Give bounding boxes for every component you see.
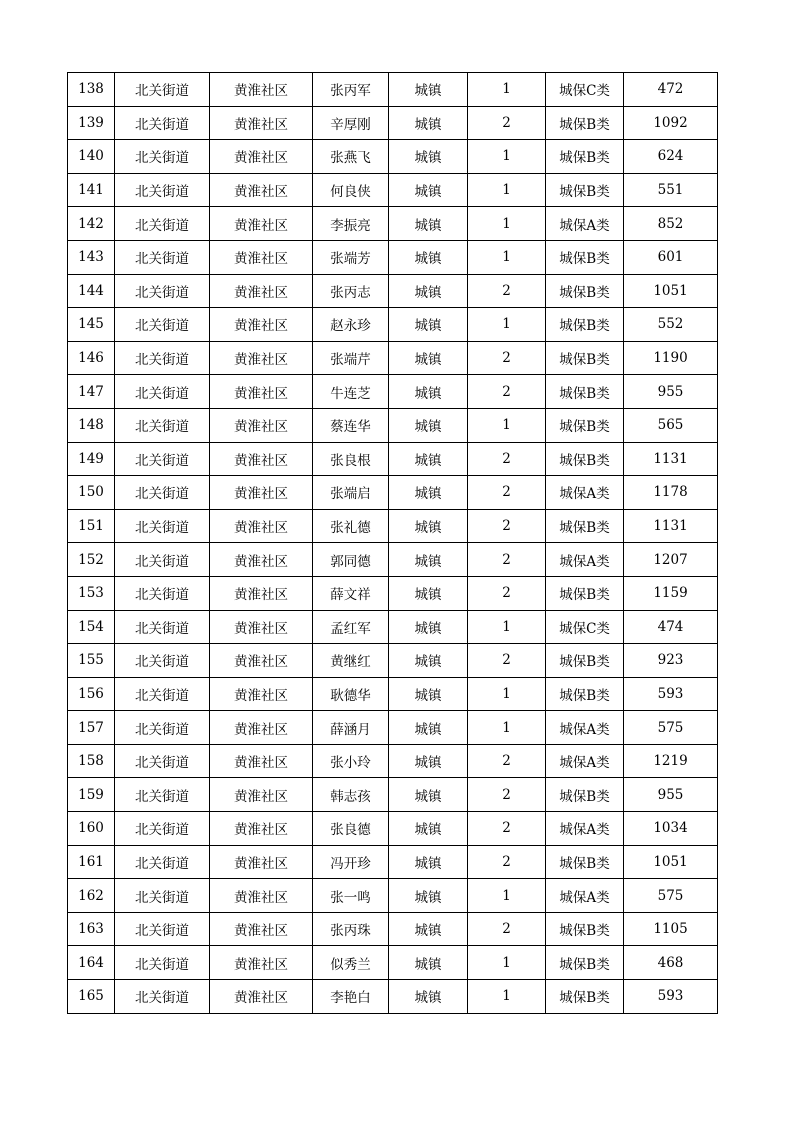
table-row	[68, 711, 718, 745]
household-type-cell: 城镇	[389, 610, 468, 644]
name-cell: 张良德	[313, 812, 389, 846]
category-cell: 城保B类	[546, 341, 624, 375]
people-count-cell: 1	[468, 308, 546, 342]
category-cell: 城保B类	[546, 106, 624, 140]
table-body	[68, 73, 718, 1014]
community-cell: 黄淮社区	[210, 73, 313, 107]
people-count-cell: 1	[468, 711, 546, 745]
people-count-cell: 1	[468, 677, 546, 711]
table-row	[68, 240, 718, 274]
row-number-cell: 141	[68, 173, 115, 207]
people-count-cell: 2	[468, 845, 546, 879]
category-cell: 城保B类	[546, 173, 624, 207]
amount-cell: 923	[624, 644, 718, 678]
row-number-cell: 139	[68, 106, 115, 140]
amount-cell: 624	[624, 140, 718, 174]
people-count-cell: 2	[468, 576, 546, 610]
row-number-cell: 164	[68, 946, 115, 980]
amount-cell: 955	[624, 375, 718, 409]
household-type-cell: 城镇	[389, 442, 468, 476]
people-count-cell: 1	[468, 610, 546, 644]
amount-cell: 1207	[624, 543, 718, 577]
street-cell: 北关街道	[115, 173, 210, 207]
name-cell: 赵永珍	[313, 308, 389, 342]
amount-cell: 474	[624, 610, 718, 644]
people-count-cell: 2	[468, 274, 546, 308]
name-cell: 张小玲	[313, 744, 389, 778]
table-row	[68, 207, 718, 241]
community-cell: 黄淮社区	[210, 644, 313, 678]
street-cell: 北关街道	[115, 778, 210, 812]
household-type-cell: 城镇	[389, 73, 468, 107]
category-cell: 城保B类	[546, 442, 624, 476]
people-count-cell: 2	[468, 442, 546, 476]
street-cell: 北关街道	[115, 73, 210, 107]
street-cell: 北关街道	[115, 442, 210, 476]
row-number-cell: 165	[68, 980, 115, 1014]
row-number-cell: 162	[68, 879, 115, 913]
name-cell: 张端启	[313, 476, 389, 510]
name-cell: 李振亮	[313, 207, 389, 241]
household-type-cell: 城镇	[389, 408, 468, 442]
community-cell: 黄淮社区	[210, 912, 313, 946]
amount-cell: 575	[624, 711, 718, 745]
name-cell: 何良侠	[313, 173, 389, 207]
amount-cell: 1178	[624, 476, 718, 510]
name-cell: 张礼德	[313, 509, 389, 543]
amount-cell: 1131	[624, 509, 718, 543]
name-cell: 张一鸣	[313, 879, 389, 913]
name-cell: 耿德华	[313, 677, 389, 711]
community-cell: 黄淮社区	[210, 140, 313, 174]
household-type-cell: 城镇	[389, 308, 468, 342]
row-number-cell: 147	[68, 375, 115, 409]
row-number-cell: 143	[68, 240, 115, 274]
amount-cell: 955	[624, 778, 718, 812]
amount-cell: 1051	[624, 274, 718, 308]
category-cell: 城保B类	[546, 912, 624, 946]
people-count-cell: 2	[468, 341, 546, 375]
table-row	[68, 845, 718, 879]
amount-cell: 552	[624, 308, 718, 342]
community-cell: 黄淮社区	[210, 476, 313, 510]
people-count-cell: 2	[468, 476, 546, 510]
community-cell: 黄淮社区	[210, 408, 313, 442]
name-cell: 李艳白	[313, 980, 389, 1014]
amount-cell: 565	[624, 408, 718, 442]
table-row	[68, 980, 718, 1014]
street-cell: 北关街道	[115, 140, 210, 174]
row-number-cell: 158	[68, 744, 115, 778]
street-cell: 北关街道	[115, 509, 210, 543]
household-type-cell: 城镇	[389, 476, 468, 510]
category-cell: 城保B类	[546, 509, 624, 543]
name-cell: 孟红军	[313, 610, 389, 644]
street-cell: 北关街道	[115, 845, 210, 879]
row-number-cell: 145	[68, 308, 115, 342]
people-count-cell: 2	[468, 509, 546, 543]
street-cell: 北关街道	[115, 106, 210, 140]
category-cell: 城保B类	[546, 274, 624, 308]
row-number-cell: 154	[68, 610, 115, 644]
name-cell: 张丙志	[313, 274, 389, 308]
name-cell: 薛文祥	[313, 576, 389, 610]
people-count-cell: 1	[468, 946, 546, 980]
name-cell: 张端芳	[313, 240, 389, 274]
subsidy-roster-table	[67, 72, 718, 1014]
community-cell: 黄淮社区	[210, 173, 313, 207]
name-cell: 张端芹	[313, 341, 389, 375]
people-count-cell: 2	[468, 644, 546, 678]
amount-cell: 1131	[624, 442, 718, 476]
household-type-cell: 城镇	[389, 240, 468, 274]
street-cell: 北关街道	[115, 946, 210, 980]
category-cell: 城保B类	[546, 240, 624, 274]
name-cell: 辛厚刚	[313, 106, 389, 140]
household-type-cell: 城镇	[389, 644, 468, 678]
community-cell: 黄淮社区	[210, 240, 313, 274]
table-row	[68, 408, 718, 442]
household-type-cell: 城镇	[389, 778, 468, 812]
household-type-cell: 城镇	[389, 106, 468, 140]
table-row	[68, 946, 718, 980]
people-count-cell: 1	[468, 173, 546, 207]
people-count-cell: 1	[468, 140, 546, 174]
street-cell: 北关街道	[115, 912, 210, 946]
row-number-cell: 163	[68, 912, 115, 946]
household-type-cell: 城镇	[389, 341, 468, 375]
street-cell: 北关街道	[115, 980, 210, 1014]
community-cell: 黄淮社区	[210, 610, 313, 644]
row-number-cell: 144	[68, 274, 115, 308]
amount-cell: 1092	[624, 106, 718, 140]
name-cell: 张丙军	[313, 73, 389, 107]
household-type-cell: 城镇	[389, 677, 468, 711]
street-cell: 北关街道	[115, 408, 210, 442]
name-cell: 牛连芝	[313, 375, 389, 409]
category-cell: 城保B类	[546, 677, 624, 711]
street-cell: 北关街道	[115, 576, 210, 610]
household-type-cell: 城镇	[389, 274, 468, 308]
category-cell: 城保B类	[546, 308, 624, 342]
household-type-cell: 城镇	[389, 509, 468, 543]
community-cell: 黄淮社区	[210, 845, 313, 879]
street-cell: 北关街道	[115, 644, 210, 678]
community-cell: 黄淮社区	[210, 711, 313, 745]
community-cell: 黄淮社区	[210, 509, 313, 543]
table-row	[68, 677, 718, 711]
community-cell: 黄淮社区	[210, 980, 313, 1014]
people-count-cell: 1	[468, 207, 546, 241]
name-cell: 张良根	[313, 442, 389, 476]
category-cell: 城保A类	[546, 543, 624, 577]
street-cell: 北关街道	[115, 375, 210, 409]
amount-cell: 575	[624, 879, 718, 913]
amount-cell: 601	[624, 240, 718, 274]
amount-cell: 551	[624, 173, 718, 207]
name-cell: 冯开珍	[313, 845, 389, 879]
name-cell: 薛涵月	[313, 711, 389, 745]
name-cell: 韩志孩	[313, 778, 389, 812]
row-number-cell: 160	[68, 812, 115, 846]
household-type-cell: 城镇	[389, 576, 468, 610]
street-cell: 北关街道	[115, 744, 210, 778]
street-cell: 北关街道	[115, 207, 210, 241]
household-type-cell: 城镇	[389, 173, 468, 207]
amount-cell: 1219	[624, 744, 718, 778]
row-number-cell: 140	[68, 140, 115, 174]
community-cell: 黄淮社区	[210, 677, 313, 711]
table-row	[68, 576, 718, 610]
street-cell: 北关街道	[115, 812, 210, 846]
street-cell: 北关街道	[115, 711, 210, 745]
people-count-cell: 2	[468, 106, 546, 140]
street-cell: 北关街道	[115, 341, 210, 375]
table-row	[68, 812, 718, 846]
community-cell: 黄淮社区	[210, 812, 313, 846]
category-cell: 城保B类	[546, 408, 624, 442]
amount-cell: 472	[624, 73, 718, 107]
row-number-cell: 155	[68, 644, 115, 678]
amount-cell: 1105	[624, 912, 718, 946]
category-cell: 城保B类	[546, 980, 624, 1014]
household-type-cell: 城镇	[389, 946, 468, 980]
table-row	[68, 308, 718, 342]
street-cell: 北关街道	[115, 879, 210, 913]
amount-cell: 468	[624, 946, 718, 980]
household-type-cell: 城镇	[389, 711, 468, 745]
community-cell: 黄淮社区	[210, 946, 313, 980]
amount-cell: 852	[624, 207, 718, 241]
table-row	[68, 274, 718, 308]
table-row	[68, 778, 718, 812]
category-cell: 城保A类	[546, 207, 624, 241]
street-cell: 北关街道	[115, 677, 210, 711]
table-row	[68, 744, 718, 778]
row-number-cell: 149	[68, 442, 115, 476]
people-count-cell: 1	[468, 980, 546, 1014]
category-cell: 城保A类	[546, 744, 624, 778]
people-count-cell: 2	[468, 375, 546, 409]
table-row	[68, 476, 718, 510]
category-cell: 城保C类	[546, 73, 624, 107]
table-row	[68, 442, 718, 476]
street-cell: 北关街道	[115, 274, 210, 308]
street-cell: 北关街道	[115, 543, 210, 577]
name-cell: 似秀兰	[313, 946, 389, 980]
table-row	[68, 173, 718, 207]
table-row	[68, 341, 718, 375]
amount-cell: 1190	[624, 341, 718, 375]
household-type-cell: 城镇	[389, 812, 468, 846]
category-cell: 城保B类	[546, 644, 624, 678]
people-count-cell: 1	[468, 879, 546, 913]
household-type-cell: 城镇	[389, 845, 468, 879]
household-type-cell: 城镇	[389, 140, 468, 174]
people-count-cell: 2	[468, 778, 546, 812]
row-number-cell: 146	[68, 341, 115, 375]
community-cell: 黄淮社区	[210, 879, 313, 913]
category-cell: 城保A类	[546, 476, 624, 510]
table-row	[68, 106, 718, 140]
category-cell: 城保B类	[546, 576, 624, 610]
amount-cell: 593	[624, 677, 718, 711]
community-cell: 黄淮社区	[210, 375, 313, 409]
category-cell: 城保B类	[546, 946, 624, 980]
people-count-cell: 2	[468, 912, 546, 946]
people-count-cell: 1	[468, 240, 546, 274]
household-type-cell: 城镇	[389, 375, 468, 409]
community-cell: 黄淮社区	[210, 442, 313, 476]
household-type-cell: 城镇	[389, 543, 468, 577]
table-row	[68, 543, 718, 577]
row-number-cell: 157	[68, 711, 115, 745]
community-cell: 黄淮社区	[210, 207, 313, 241]
community-cell: 黄淮社区	[210, 341, 313, 375]
household-type-cell: 城镇	[389, 980, 468, 1014]
category-cell: 城保B类	[546, 778, 624, 812]
row-number-cell: 156	[68, 677, 115, 711]
street-cell: 北关街道	[115, 240, 210, 274]
row-number-cell: 152	[68, 543, 115, 577]
amount-cell: 1034	[624, 812, 718, 846]
name-cell: 郭同德	[313, 543, 389, 577]
name-cell: 张丙珠	[313, 912, 389, 946]
row-number-cell: 148	[68, 408, 115, 442]
row-number-cell: 153	[68, 576, 115, 610]
community-cell: 黄淮社区	[210, 576, 313, 610]
people-count-cell: 2	[468, 543, 546, 577]
amount-cell: 593	[624, 980, 718, 1014]
category-cell: 城保B类	[546, 845, 624, 879]
name-cell: 蔡连华	[313, 408, 389, 442]
amount-cell: 1051	[624, 845, 718, 879]
household-type-cell: 城镇	[389, 207, 468, 241]
row-number-cell: 150	[68, 476, 115, 510]
table-row	[68, 140, 718, 174]
community-cell: 黄淮社区	[210, 744, 313, 778]
street-cell: 北关街道	[115, 610, 210, 644]
category-cell: 城保B类	[546, 140, 624, 174]
community-cell: 黄淮社区	[210, 274, 313, 308]
category-cell: 城保C类	[546, 610, 624, 644]
people-count-cell: 1	[468, 73, 546, 107]
name-cell: 黄继红	[313, 644, 389, 678]
category-cell: 城保A类	[546, 812, 624, 846]
name-cell: 张燕飞	[313, 140, 389, 174]
household-type-cell: 城镇	[389, 912, 468, 946]
people-count-cell: 2	[468, 812, 546, 846]
community-cell: 黄淮社区	[210, 543, 313, 577]
street-cell: 北关街道	[115, 308, 210, 342]
row-number-cell: 142	[68, 207, 115, 241]
row-number-cell: 151	[68, 509, 115, 543]
category-cell: 城保B类	[546, 375, 624, 409]
community-cell: 黄淮社区	[210, 106, 313, 140]
community-cell: 黄淮社区	[210, 308, 313, 342]
household-type-cell: 城镇	[389, 879, 468, 913]
amount-cell: 1159	[624, 576, 718, 610]
community-cell: 黄淮社区	[210, 778, 313, 812]
row-number-cell: 161	[68, 845, 115, 879]
category-cell: 城保A类	[546, 711, 624, 745]
people-count-cell: 2	[468, 744, 546, 778]
table-row	[68, 509, 718, 543]
table-row	[68, 375, 718, 409]
table-row	[68, 912, 718, 946]
row-number-cell: 138	[68, 73, 115, 107]
category-cell: 城保A类	[546, 879, 624, 913]
table-row	[68, 610, 718, 644]
table-row	[68, 879, 718, 913]
street-cell: 北关街道	[115, 476, 210, 510]
people-count-cell: 1	[468, 408, 546, 442]
table-row	[68, 73, 718, 107]
table-row	[68, 644, 718, 678]
household-type-cell: 城镇	[389, 744, 468, 778]
row-number-cell: 159	[68, 778, 115, 812]
